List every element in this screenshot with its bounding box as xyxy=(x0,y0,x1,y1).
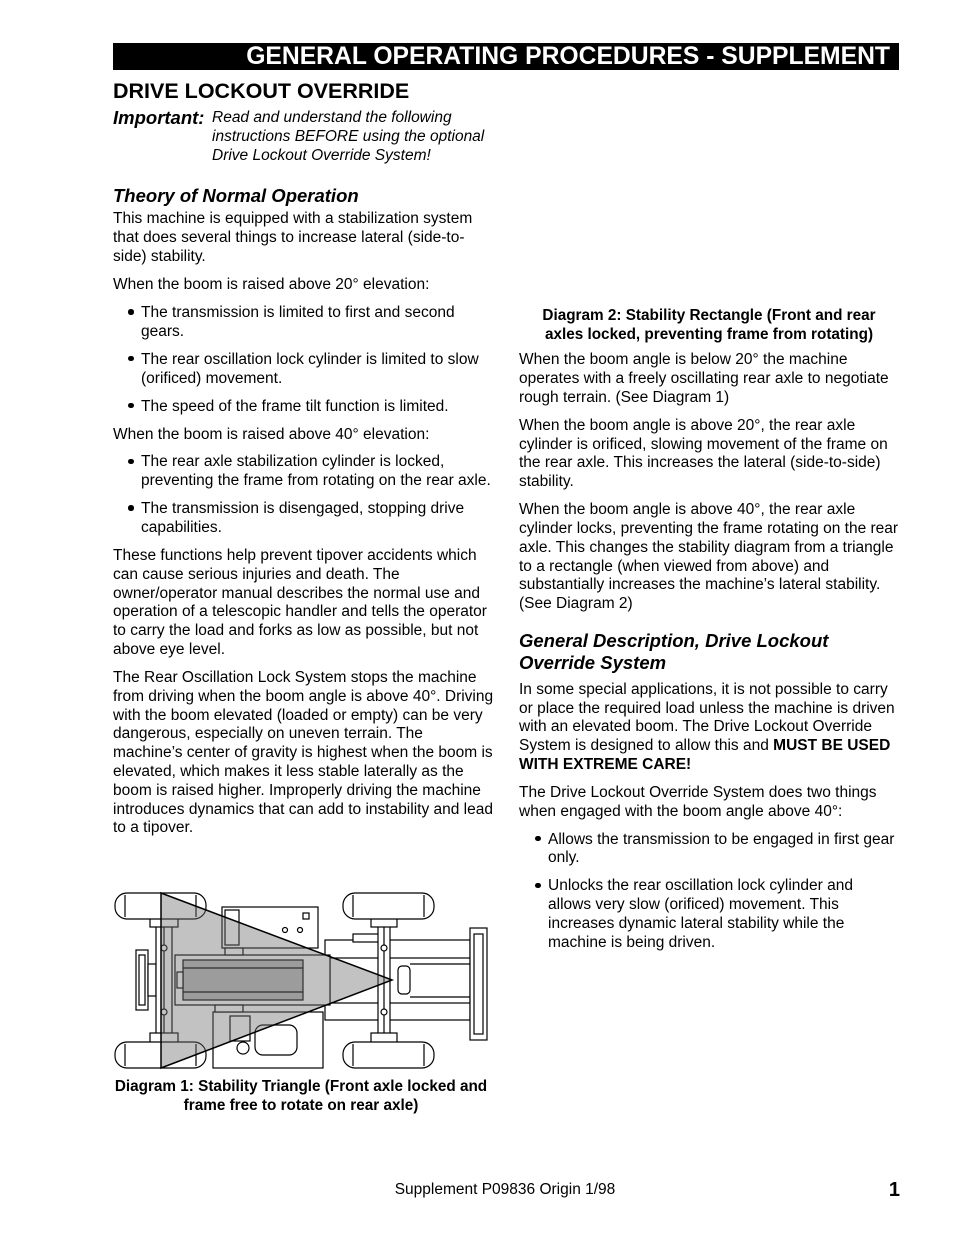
left-column xyxy=(113,210,493,847)
list-item-text: Allows the transmission to be engaged in first gear only. xyxy=(548,830,895,867)
engine-cap xyxy=(303,913,309,919)
steering-wheel xyxy=(237,1042,249,1054)
list-item xyxy=(113,500,493,538)
above-40-lead: When the boom is raised above 40° elevation: xyxy=(113,425,430,443)
rear-bumper-inner xyxy=(474,934,483,1034)
bullet-icon xyxy=(535,836,541,842)
bullet-icon xyxy=(128,505,134,511)
override-heading: General Description, Drive Lockout Override System xyxy=(519,630,829,674)
page-number: 1 xyxy=(888,1179,900,1202)
list-item xyxy=(519,831,899,869)
important-label: Important: xyxy=(113,106,205,128)
front-hitch xyxy=(148,964,156,996)
list-item-text: The rear oscillation lock cylinder is limited to slow (orificed) movement. xyxy=(141,350,479,387)
above-20-lead: When the boom is raised above 20° elevation: xyxy=(113,275,430,293)
above-40-paragraph: When the boom angle is above 40°, the rear axle cylinder locks, preventing the frame rotating on the rear axle. This changes the stability diagram from a triangle to a rectangle (when viewed from above) and substantially increases the machine’s lateral stability. (See Diagram 2) xyxy=(519,501,899,613)
section-title: DRIVE LOCKOUT OVERRIDE xyxy=(113,79,410,104)
above-20-paragraph: When the boom angle is above 20°, the rear axle cylinder is orificed, slowing movement of the frame on the rear axle. This increases the lateral (side-to-side) stability. xyxy=(519,416,888,491)
theory-intro-paragraph: This machine is equipped with a stabilization system that does several things to increase lateral (side-to- side) stability. xyxy=(113,210,473,265)
tipover-paragraph: These functions help prevent tipover accidents which can cause serious injuries and death. The owner/operator manual describes the normal use and operation of a telescopic handler and tells the operator to carry the load and forks as low as possible, but not above eye level. xyxy=(113,547,487,659)
rear-axle-bolt xyxy=(381,1009,387,1015)
list-item xyxy=(113,453,493,491)
diagram1-caption: Diagram 1: Stability Triangle (Front axle locked and frame free to rotate on rear axle) xyxy=(114,1078,488,1115)
list-item-text: The rear axle stabilization cylinder is locked, preventing the frame from rotating on the rear axle. xyxy=(141,453,491,490)
bullet-icon xyxy=(535,883,541,889)
engine-fitting xyxy=(298,928,303,933)
bullet-icon xyxy=(128,459,134,465)
rear-differential xyxy=(398,966,410,994)
below-20-paragraph: When the boom angle is below 20° the machine operates with a freely oscillating rear axle to negotiate rough terrain. (See Diagram 1) xyxy=(519,351,889,406)
override-warning: MUST BE USED WITH EXTREME CARE! xyxy=(519,737,891,773)
list-item xyxy=(113,351,493,389)
list-item-text: The transmission is limited to first and second gears. xyxy=(141,303,455,340)
rear-lock-paragraph: The Rear Oscillation Lock System stops the machine from driving when the boom angle is above 40°. Driving with the boom elevated (loaded or empty) can be very dangerous, especially on uneven terrain. The machine’s center of gravity is highest when the boom is elevated, which makes it less stable laterally as the boom is raised higher. Improperly driving the machine introduces dynamics that can add to instability and lead to a tipover. xyxy=(113,669,494,837)
important-notice: Read and understand the following instructions BEFORE using the optional Drive Lockout Override System! xyxy=(212,109,485,164)
theory-heading: Theory of Normal Operation xyxy=(113,184,359,206)
rear-axle-bolt xyxy=(381,945,387,951)
footer-reference: Supplement P09836 Origin 1/98 xyxy=(394,1181,616,1199)
list-item xyxy=(113,398,493,417)
list-item-text: The speed of the frame tilt function is limited. xyxy=(141,397,449,415)
list-item-text: Unlocks the rear oscillation lock cylinder and allows very slow (orificed) movement. This increases dynamic lateral stability while the machine is being driven. xyxy=(548,877,853,951)
header-bar xyxy=(113,43,899,70)
override-intro-text: In some special applications, it is not possible to carry or place the required load unless the machine is driven with an elevated boom. The Drive Lockout Override System is designed to allow this and xyxy=(519,680,895,755)
list-item-text: The transmission is disengaged, stopping drive capabilities. xyxy=(141,500,465,537)
diagram2-caption: Diagram 2: Stability Rectangle (Front and rear axles locked, preventing frame from rotating) xyxy=(542,307,876,344)
bullet-icon xyxy=(128,309,134,315)
bullet-icon xyxy=(128,403,134,409)
stability-triangle-diagram xyxy=(113,888,491,1072)
engine-fitting xyxy=(283,928,288,933)
override-intro-paragraph xyxy=(519,681,899,775)
list-item xyxy=(113,304,493,342)
list-item xyxy=(519,877,899,952)
header-title: GENERAL OPERATING PROCEDURES - SUPPLEMENT xyxy=(246,43,890,70)
front-counterweight-inner xyxy=(139,955,145,1005)
override-engaged-lead: The Drive Lockout Override System does two things when engaged with the boom angle above 40°: xyxy=(519,783,877,820)
wheel-rear-right xyxy=(343,1042,434,1068)
bullet-icon xyxy=(128,356,134,362)
right-column xyxy=(519,351,899,962)
wheel-rear-left xyxy=(343,893,434,919)
